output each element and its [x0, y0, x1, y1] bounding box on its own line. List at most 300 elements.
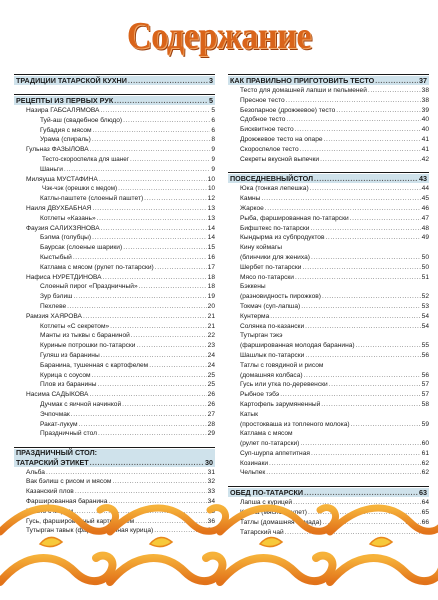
toc-entry — [228, 243, 429, 253]
page-number: 16 — [207, 253, 215, 261]
toc-entry-title: ТАТАРСКИЙ ЭТИКЕТ — [16, 457, 89, 467]
dot-leader — [89, 390, 206, 400]
dot-leader — [100, 106, 210, 116]
dot-leader — [320, 155, 421, 165]
dot-leader — [314, 174, 418, 183]
toc-entry — [14, 420, 215, 430]
toc-entry-title: Масло с медом — [26, 507, 74, 515]
dot-leader — [266, 468, 420, 478]
toc-entry-title: Манты из тыквы с бараниной — [40, 332, 130, 340]
toc-entry-title: Фаузия САЛИХЗЯНОВА — [26, 224, 100, 232]
section-heading — [14, 96, 215, 105]
toc-entry-title: Казанский плов — [26, 488, 74, 496]
dot-leader — [144, 194, 206, 204]
dot-leader — [98, 380, 207, 390]
toc-entry — [228, 106, 429, 116]
dot-leader — [286, 115, 420, 125]
toc-entry — [228, 125, 429, 135]
toc-entry-title: Чэк-чэк (орешки с медом) — [42, 185, 118, 193]
page-number: 54 — [421, 322, 429, 330]
page-number: 3 — [209, 76, 213, 85]
toc-entry-title: (домашняя колбаса) — [240, 371, 303, 379]
dot-leader — [304, 371, 421, 381]
dot-leader — [311, 449, 421, 459]
toc-entry — [228, 449, 429, 459]
toc-entry — [228, 468, 429, 478]
toc-entry-title: Кунтерма — [240, 312, 270, 320]
page-number: 63 — [419, 488, 427, 498]
section-heading-row — [16, 96, 213, 105]
page-number: 25 — [207, 371, 215, 379]
toc-entry — [14, 194, 215, 204]
page-number: 18 — [207, 273, 215, 281]
toc-entry-title: Юка (тонкая лепешка) — [240, 185, 309, 193]
toc-entry — [14, 126, 215, 136]
page-number: 30 — [205, 457, 213, 467]
page-number: 66 — [421, 518, 429, 526]
page-number: 27 — [207, 410, 215, 418]
dot-leader — [270, 312, 420, 322]
page-number: 35 — [207, 507, 215, 515]
page-number: 29 — [207, 430, 215, 438]
toc-entry-title: (фаршированная молодая баранина) — [240, 342, 355, 350]
toc-entry-title: ОБЕД ПО-ТАТАРСКИ — [230, 488, 304, 498]
dot-leader — [149, 361, 206, 371]
dot-leader — [310, 224, 420, 234]
page-number: 50 — [421, 263, 429, 271]
toc-entry-title: Пехлеве — [40, 302, 67, 310]
toc-entry — [228, 400, 429, 410]
page-number: 36 — [207, 517, 215, 525]
toc-entry-title: Скороспелое тесто — [240, 145, 299, 153]
dot-leader — [73, 253, 207, 263]
toc-entry-title: Дучмак с яичной начинкой — [40, 400, 122, 408]
toc-entry — [228, 420, 429, 430]
toc-entry-title: Кыстыбый — [40, 253, 72, 261]
page-number: 19 — [207, 293, 215, 301]
dot-leader — [261, 194, 420, 204]
toc-entry-title: (разновидность пирожков) — [240, 293, 321, 301]
section-heading-line: ПРАЗДНИЧНЫЙ СТОЛ: — [16, 448, 98, 458]
toc-entry-title: Тесто для домашней лапши и пельменей — [240, 87, 367, 94]
toc-entry-title: Урама (спираль) — [40, 136, 91, 144]
toc-entry-title: Солянка по-казански — [240, 322, 305, 330]
toc-entry-title: Котлеты «Казань» — [40, 214, 96, 222]
dot-leader — [356, 341, 421, 351]
toc-entry — [228, 410, 429, 420]
dot-leader — [97, 214, 207, 224]
toc-entry-title: Ракат-лукум — [40, 420, 78, 428]
page-number: 6 — [211, 116, 215, 124]
page-number: 61 — [421, 449, 429, 457]
toc-entry — [14, 302, 215, 312]
toc-entry — [228, 96, 429, 106]
toc-entry — [228, 459, 429, 469]
dot-leader — [310, 184, 421, 194]
toc-entry — [228, 292, 429, 302]
toc-entry — [228, 439, 429, 449]
dot-leader — [78, 420, 206, 430]
dot-leader — [118, 184, 207, 194]
toc-entry-title: Бэккены — [240, 283, 266, 291]
dot-leader — [123, 116, 210, 126]
toc-entry — [14, 380, 215, 390]
toc-entry — [228, 361, 429, 371]
toc-entry — [228, 390, 429, 400]
page-number: 38 — [421, 87, 429, 94]
toc-entry-title: КАК ПРАВИЛЬНО ПРИГОТОВИТЬ ТЕСТО — [230, 76, 375, 85]
page-title: Содержание — [126, 15, 312, 57]
toc-entry-title: Кындырма из субпродуктов — [240, 234, 325, 242]
page-number: 52 — [421, 293, 429, 301]
toc-entry-title: Фаршированная баранина — [26, 498, 108, 506]
dot-leader — [311, 253, 421, 263]
toc-entry-title: Катлы-паштете (слоеный паштет) — [40, 195, 144, 203]
toc-entry — [228, 263, 429, 273]
toc-entry-title: Пресное тесто — [240, 96, 285, 104]
section-heading — [14, 76, 215, 85]
toc-entry-title: Гуляш из баранины — [40, 351, 100, 359]
page-number: 26 — [207, 391, 215, 399]
toc-entry — [228, 273, 429, 283]
toc-entry-title: Калжа (мясной рулет) — [240, 509, 307, 517]
toc-entry — [228, 429, 429, 439]
toc-entry — [228, 204, 429, 214]
dot-leader — [295, 273, 421, 283]
toc-entry-title: Тутырган тавык (фаршированная курица) — [26, 527, 154, 535]
dot-leader — [83, 312, 207, 322]
dot-leader — [92, 135, 211, 145]
toc-entry-title: Альба — [26, 468, 45, 476]
page-number: 12 — [207, 195, 215, 203]
toc-entry — [228, 115, 429, 125]
page-number: 37 — [419, 76, 427, 85]
dot-leader — [128, 76, 208, 85]
page-number: 51 — [421, 273, 429, 281]
toc-entry — [14, 312, 215, 322]
dot-leader — [112, 477, 206, 487]
toc-entry-title: Татлы (домашняя помада) — [240, 518, 322, 526]
page-number: 47 — [421, 214, 429, 222]
dot-leader — [123, 243, 206, 253]
dot-leader — [300, 439, 420, 449]
toc-entry — [14, 477, 215, 487]
page-number: 25 — [207, 381, 215, 389]
section-rule — [14, 74, 215, 75]
toc-entry-title: Плов из баранины — [40, 381, 97, 389]
toc-entry-title: Картофель зарумяненный — [240, 400, 321, 408]
dot-leader — [90, 145, 211, 155]
dot-leader — [322, 292, 421, 302]
toc-entry-title: Курица с соусом — [40, 371, 91, 379]
toc-entry — [228, 253, 429, 263]
toc-entry — [14, 233, 215, 243]
section-heading-row — [230, 76, 427, 85]
toc-entry-title: Сдобное тесто — [240, 116, 286, 124]
toc-entry — [228, 380, 429, 390]
section-gap — [14, 439, 215, 447]
dot-leader — [101, 224, 207, 234]
toc-entry-title: Дрожжевое тесто на опаре — [240, 135, 323, 143]
page-number: 31 — [207, 468, 215, 476]
dot-leader — [325, 233, 420, 243]
page-number: 41 — [421, 135, 429, 143]
dot-leader — [122, 400, 207, 410]
dot-leader — [130, 155, 210, 165]
page-number: 33 — [207, 488, 215, 496]
toc-entry — [228, 322, 429, 332]
dot-leader — [301, 302, 420, 312]
section-gap — [228, 478, 429, 486]
toc-entry-title: Кину коймагы — [240, 244, 282, 252]
ornament-border — [0, 492, 438, 600]
dot-leader — [71, 410, 207, 420]
dot-leader — [324, 135, 421, 145]
section-rule — [228, 172, 429, 173]
toc-entry — [14, 292, 215, 302]
toc-entry-title: Рыба, фаршированная по-татарски — [240, 214, 349, 222]
toc-entry — [14, 331, 215, 341]
dot-leader — [114, 96, 208, 105]
toc-entry — [14, 273, 215, 283]
page-number: 6 — [211, 126, 215, 134]
toc-entry — [228, 155, 429, 165]
ornament-leaves — [40, 537, 392, 546]
dot-leader — [351, 420, 421, 430]
dot-leader — [329, 380, 421, 390]
dot-leader — [305, 351, 420, 361]
page-number: 42 — [421, 155, 429, 163]
toc-entry — [228, 341, 429, 351]
toc-entry — [228, 331, 429, 341]
dot-leader — [99, 175, 207, 185]
toc-entry — [14, 204, 215, 214]
toc-entry — [14, 243, 215, 253]
page-number: 57 — [421, 381, 429, 389]
toc-entry-title: Тутырган тэкэ — [240, 332, 283, 340]
section-gap — [228, 164, 429, 172]
page-number: 9 — [211, 146, 215, 154]
toc-entry — [228, 233, 429, 243]
dot-leader — [321, 400, 420, 410]
toc-entry — [14, 253, 215, 263]
toc-entry — [14, 224, 215, 234]
dot-leader — [98, 429, 207, 439]
toc-entry — [14, 351, 215, 361]
toc-entry-title: Тесто-скороспелка для шанег — [42, 155, 130, 163]
page-number: 46 — [421, 204, 429, 212]
toc-entry-title: Катлама с мясом — [240, 430, 293, 438]
page-number: 53 — [421, 302, 429, 310]
page-number: 45 — [421, 195, 429, 203]
page-number: 8 — [211, 136, 215, 144]
toc-entry-title: РЕЦЕПТЫ ИЗ ПЕРВЫХ РУК — [16, 96, 114, 105]
page-number: 18 — [207, 283, 215, 291]
toc-entry — [228, 224, 429, 234]
page-number: 23 — [207, 342, 215, 350]
page-number: 67 — [421, 528, 429, 536]
toc-entry-title: Гусь, фаршированный картофелем — [26, 517, 135, 525]
dot-leader — [103, 273, 207, 283]
toc-entry — [14, 429, 215, 439]
page-number: 50 — [421, 253, 429, 261]
dot-leader — [302, 263, 420, 273]
dot-leader — [90, 458, 204, 467]
toc-entry-title: Шербет по-татарски — [240, 263, 302, 271]
page-number: 15 — [207, 244, 215, 252]
toc-entry-title: Козинаки — [240, 459, 269, 467]
toc-entry-title: Мясо по-татарски — [240, 273, 294, 281]
toc-entry — [228, 214, 429, 224]
toc-entry — [14, 106, 215, 116]
toc-entry-title: Насима САДЫКОВА — [26, 391, 89, 399]
toc-entry-title: Безопарное (дрожжевое) тесто — [240, 106, 336, 114]
ornament-band-top — [0, 508, 438, 532]
section-heading-row — [230, 174, 427, 183]
page-number: 43 — [419, 174, 427, 184]
ornament-band-bottom — [0, 556, 438, 582]
toc-entry-title: Суп-шурпа аппетитная — [240, 449, 310, 457]
page-number: 28 — [207, 420, 215, 428]
toc-entry — [14, 165, 215, 175]
toc-entry — [228, 145, 429, 155]
dot-leader — [73, 292, 206, 302]
toc-entry-title: ТРАДИЦИИ ТАТАРСКОЙ КУХНИ — [16, 76, 127, 85]
page-number: 10 — [207, 185, 215, 193]
page-number: 21 — [207, 312, 215, 320]
page-number: 20 — [207, 302, 215, 310]
toc-entry-title: Камны — [240, 195, 261, 203]
toc-entry-title: (рулет по-татарски) — [240, 440, 300, 448]
dot-leader — [139, 282, 207, 292]
toc-entry-title: Лапша с курицей — [240, 499, 293, 507]
toc-entry-title: Нафиса НУРЕТДИНОВА — [26, 273, 102, 281]
dot-leader — [280, 390, 420, 400]
dot-leader — [300, 145, 421, 155]
toc-entry-title: Слоеный пирог «Праздничный» — [40, 283, 138, 291]
dot-leader — [375, 76, 418, 85]
toc-entry-title: Гусь или утка по-деревенски — [240, 381, 328, 389]
page-number: 40 — [421, 126, 429, 134]
page-number: 36 — [207, 527, 215, 535]
page-number: 44 — [421, 185, 429, 193]
dot-leader — [136, 341, 206, 351]
toc-entry — [14, 184, 215, 194]
dot-leader — [295, 125, 421, 135]
toc-entry-title: Вак бэлиш с рисом и мясом — [26, 478, 112, 486]
page-number: 64 — [421, 499, 429, 507]
toc-entry-title: Жаркое — [240, 204, 264, 212]
toc-entry-title: Праздничный стол — [40, 430, 97, 438]
page-number: 24 — [207, 351, 215, 359]
section-heading — [228, 76, 429, 85]
toc-entry-title: (простокваша из топленого молока) — [240, 420, 350, 428]
page-number: 55 — [421, 342, 429, 350]
page-number: 5 — [211, 107, 215, 114]
toc-entry — [228, 282, 429, 292]
page-number: 13 — [207, 214, 215, 222]
toc-right-column — [228, 74, 429, 537]
toc-entry — [14, 263, 215, 273]
toc-entry-title: Катлама с мясом (рулет по-татарски) — [40, 263, 154, 271]
toc-entry — [14, 400, 215, 410]
page-number: 9 — [211, 165, 215, 173]
toc-entry — [228, 194, 429, 204]
toc-entry — [14, 282, 215, 292]
toc-entry — [228, 302, 429, 312]
toc-entry — [14, 175, 215, 185]
toc-entry-title: Баурсак (слоеные шарики) — [40, 244, 123, 252]
dot-leader — [92, 204, 206, 214]
toc-entry — [228, 135, 429, 145]
dot-leader — [286, 96, 421, 106]
toc-entry-title: Котлеты «С секретом» — [40, 322, 110, 330]
page-number: 57 — [421, 391, 429, 399]
toc-entry-title: Наиля ДВУХБАБНАЯ — [26, 204, 92, 212]
page-number: 34 — [207, 498, 215, 506]
toc-entry — [228, 184, 429, 194]
dot-leader — [265, 204, 421, 214]
page-number: 60 — [421, 440, 429, 448]
toc-entry-title: Миляуша МУСТАФИНА — [26, 175, 98, 183]
toc-entry — [14, 214, 215, 224]
page-number: 21 — [207, 322, 215, 330]
dot-leader — [64, 165, 210, 175]
page-number: 48 — [421, 224, 429, 232]
toc-entry-title: Токмач (суп-лапша) — [240, 302, 301, 310]
dot-leader — [155, 263, 207, 273]
toc-entry-title: Гульназ ФАЗЫЛОВА — [26, 146, 89, 154]
toc-entry-title: Рамзия ХАЯРОВА — [26, 312, 82, 320]
section-heading-row — [16, 458, 213, 467]
page-number: 59 — [421, 420, 429, 428]
toc-entry-title: Губадия с мясом — [40, 126, 92, 134]
toc-entry-title: Татлы с говядиной и рисом — [240, 361, 324, 369]
page-number: 56 — [421, 351, 429, 359]
page-number: 5 — [209, 96, 213, 105]
section-heading-row — [16, 76, 213, 85]
page-number: 40 — [421, 116, 429, 124]
toc-entry-title: Катык — [240, 410, 259, 418]
section-gap — [14, 86, 215, 94]
page-number: 10 — [207, 175, 215, 183]
toc-entry-title: ПОВСЕДНЕВНЫЙСТОЛ — [230, 174, 314, 184]
dot-leader — [368, 86, 421, 96]
page-number: 9 — [211, 155, 215, 163]
toc-entry-title: Шаньги — [40, 165, 63, 173]
toc-entry — [14, 361, 215, 371]
page-number: 13 — [207, 204, 215, 212]
dot-leader — [336, 106, 420, 116]
page-number: 56 — [421, 371, 429, 379]
page-number: 14 — [207, 224, 215, 232]
section-rule — [228, 486, 429, 487]
toc-entry — [228, 312, 429, 322]
dot-leader — [350, 214, 421, 224]
section-heading — [228, 174, 429, 183]
page-number: 41 — [421, 145, 429, 153]
toc-entry-title: Секреты вкусной выпечки — [240, 155, 320, 163]
toc-entry — [14, 410, 215, 420]
toc-entry — [14, 468, 215, 478]
toc-entry — [14, 390, 215, 400]
page-number: 62 — [421, 469, 429, 477]
toc-entry-title: Зур бэлиш — [40, 293, 73, 301]
page-number: 49 — [421, 234, 429, 242]
dot-leader — [93, 126, 211, 136]
section-heading — [14, 449, 215, 467]
toc-entry — [228, 371, 429, 381]
